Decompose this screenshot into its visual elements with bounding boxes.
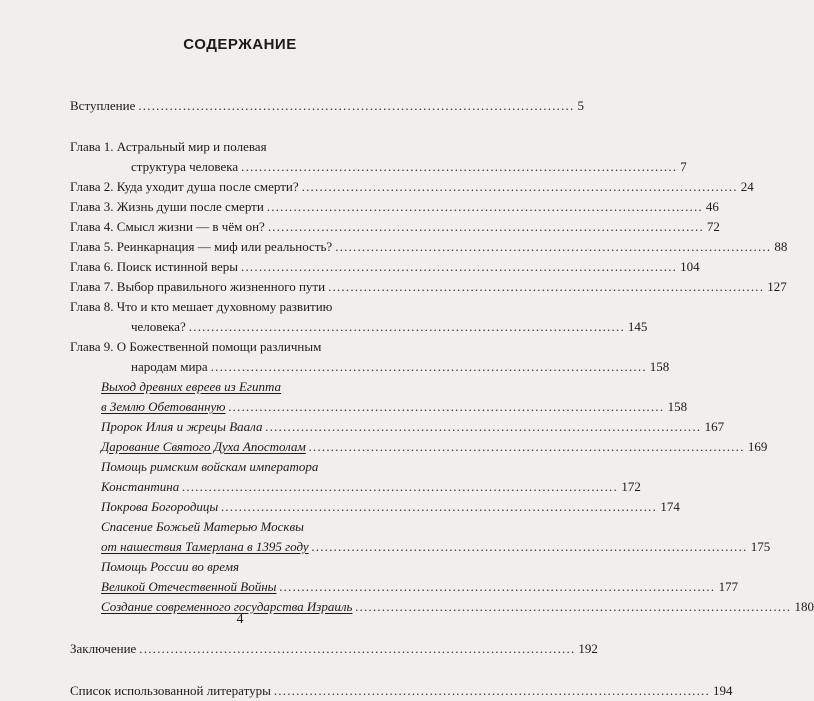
toc-page: 145 [627,319,648,334]
dot-leader: .................................................................................................. [210,359,647,374]
toc-page: 167 [704,419,725,434]
toc-page: 192 [578,641,598,656]
dot-leader: .................................................................................................. [335,239,772,254]
toc-label: Дарование Святого Духа Апостолам [101,439,306,454]
toc-label: Глава 6. Поиск истинной веры [70,259,239,274]
toc-label: Список использованной литературы [70,683,271,698]
toc-label-cont: от нашествия Тамерлана в 1395 году [101,539,309,554]
toc-entry-chapter-9[interactable] [70,337,415,357]
dot-leader: .................................................................................................. [265,419,702,434]
dot-leader: .................................................................................................. [221,499,658,514]
toc-label: Создание современного государства Израиль [101,599,353,614]
toc-label: Глава 9. О Божественной помощи различным [70,339,322,354]
toc-label: Выход древних евреев из Египта [101,379,282,394]
toc-label-cont: Великой Отечественной Войны [101,579,277,594]
toc-entry-chapter-9-cont[interactable] [70,357,670,377]
toc-label-cont: народам мира [131,359,208,374]
toc-entry-chapter-5[interactable] [70,237,788,257]
toc-subentry-constantine-cont[interactable] [70,477,641,497]
toc-subentry-russia-cont[interactable] [70,577,739,597]
toc-page: 180 [794,599,814,614]
toc-entry-chapter-3[interactable] [70,197,719,217]
toc-entry-chapter-7[interactable] [70,277,787,297]
toc-entry-chapter-4[interactable] [70,217,720,237]
dot-leader: .................................................................................................. [241,159,678,174]
toc-label: Заключение [70,641,137,656]
dot-leader: .................................................................................................. [308,439,745,454]
toc-page: 177 [718,579,739,594]
toc-subentry-exodus-cont[interactable] [70,397,688,417]
dot-leader: .................................................................................................. [279,579,716,594]
dot-leader: .................................................................................................. [138,98,575,113]
toc-entry-conclusion[interactable] [70,639,598,659]
toc-subentry-moscow-cont[interactable] [70,537,771,557]
dot-leader: .................................................................................................. [241,259,678,274]
toc-label: Глава 1. Астральный мир и полевая [70,139,267,154]
toc-label: Пророк Илия и жрецы Ваала [101,419,263,434]
toc-page: 46 [705,199,719,214]
toc-subentry-constantine[interactable] [70,457,415,477]
toc-subentry-moscow[interactable] [70,517,415,537]
toc-entry-chapter-8[interactable] [70,297,415,317]
toc-subentry-pokrov[interactable] [70,497,680,517]
toc-label-cont: Константина [101,479,180,494]
toc-page: 175 [750,539,771,554]
toc-entry-chapter-8-cont[interactable] [70,317,648,337]
toc-label: Глава 4. Смысл жизни — в чём он? [70,219,265,234]
dot-leader: .................................................................................................. [182,479,619,494]
page-number: 4 [236,612,244,627]
toc-label: Глава 3. Жизнь души после смерти [70,199,264,214]
toc-label: Глава 2. Куда уходит душа после смерти? [70,179,299,194]
toc-page: 72 [706,219,720,234]
toc-subentry-pentecost[interactable] [70,437,768,457]
toc-page: 104 [680,259,700,274]
toc-entry-chapter-1-cont[interactable] [70,157,687,177]
toc-label: Помощь России во время [101,559,240,574]
toc-label-cont: человека? [131,319,186,334]
toc-page: 169 [747,439,768,454]
dot-leader: .................................................................................................. [139,641,576,656]
toc-entry-chapter-6[interactable] [70,257,700,277]
toc-entry-chapter-1[interactable] [70,137,415,157]
toc-label: Помощь римским войскам императора [101,459,319,474]
toc-entry-bibliography[interactable] [70,681,733,701]
toc-label-cont: структура человека [131,159,239,174]
toc-label-cont: в Землю Обетованную [101,399,226,414]
toc-page: 158 [649,359,670,374]
dot-leader: .................................................................................................. [188,319,625,334]
toc-page: 127 [767,279,787,294]
toc-page: 7 [680,159,687,174]
dot-leader: .................................................................................................. [301,179,738,194]
dot-leader: .................................................................................................. [266,199,703,214]
dot-leader: .................................................................................................. [267,219,704,234]
toc-entry-intro[interactable] [70,96,584,116]
toc-subentry-elijah[interactable] [70,417,725,437]
toc-subentry-exodus[interactable] [70,377,415,397]
toc-page: 88 [774,239,788,254]
dot-leader: .................................................................................................. [311,539,748,554]
toc-label: Глава 5. Реинкарнация — миф или реальность? [70,239,333,254]
toc-entry-chapter-2[interactable] [70,177,754,197]
toc-page: 194 [712,683,733,698]
dot-leader: .................................................................................................. [355,599,792,614]
dot-leader: .................................................................................................. [273,683,710,698]
toc-label: Глава 8. Что и кто мешает духовному развитию [70,299,333,314]
dot-leader: .................................................................................................. [228,399,665,414]
toc-label: Глава 7. Выбор правильного жизненного пути [70,279,326,294]
page-title: СОДЕРЖАНИЕ [183,36,297,53]
toc-page: 172 [621,479,641,494]
dot-leader: .................................................................................................. [328,279,765,294]
toc-page: 24 [740,179,754,194]
toc-label: Покрова Богородицы [101,499,219,514]
table-of-contents [70,96,814,701]
toc-page: 158 [667,399,688,414]
toc-page: 174 [660,499,680,514]
toc-label: Спасение Божьей Матерью Москвы [101,519,304,534]
toc-page: 5 [577,98,584,113]
toc-subentry-russia[interactable] [70,557,415,577]
toc-label: Вступление [70,98,136,113]
